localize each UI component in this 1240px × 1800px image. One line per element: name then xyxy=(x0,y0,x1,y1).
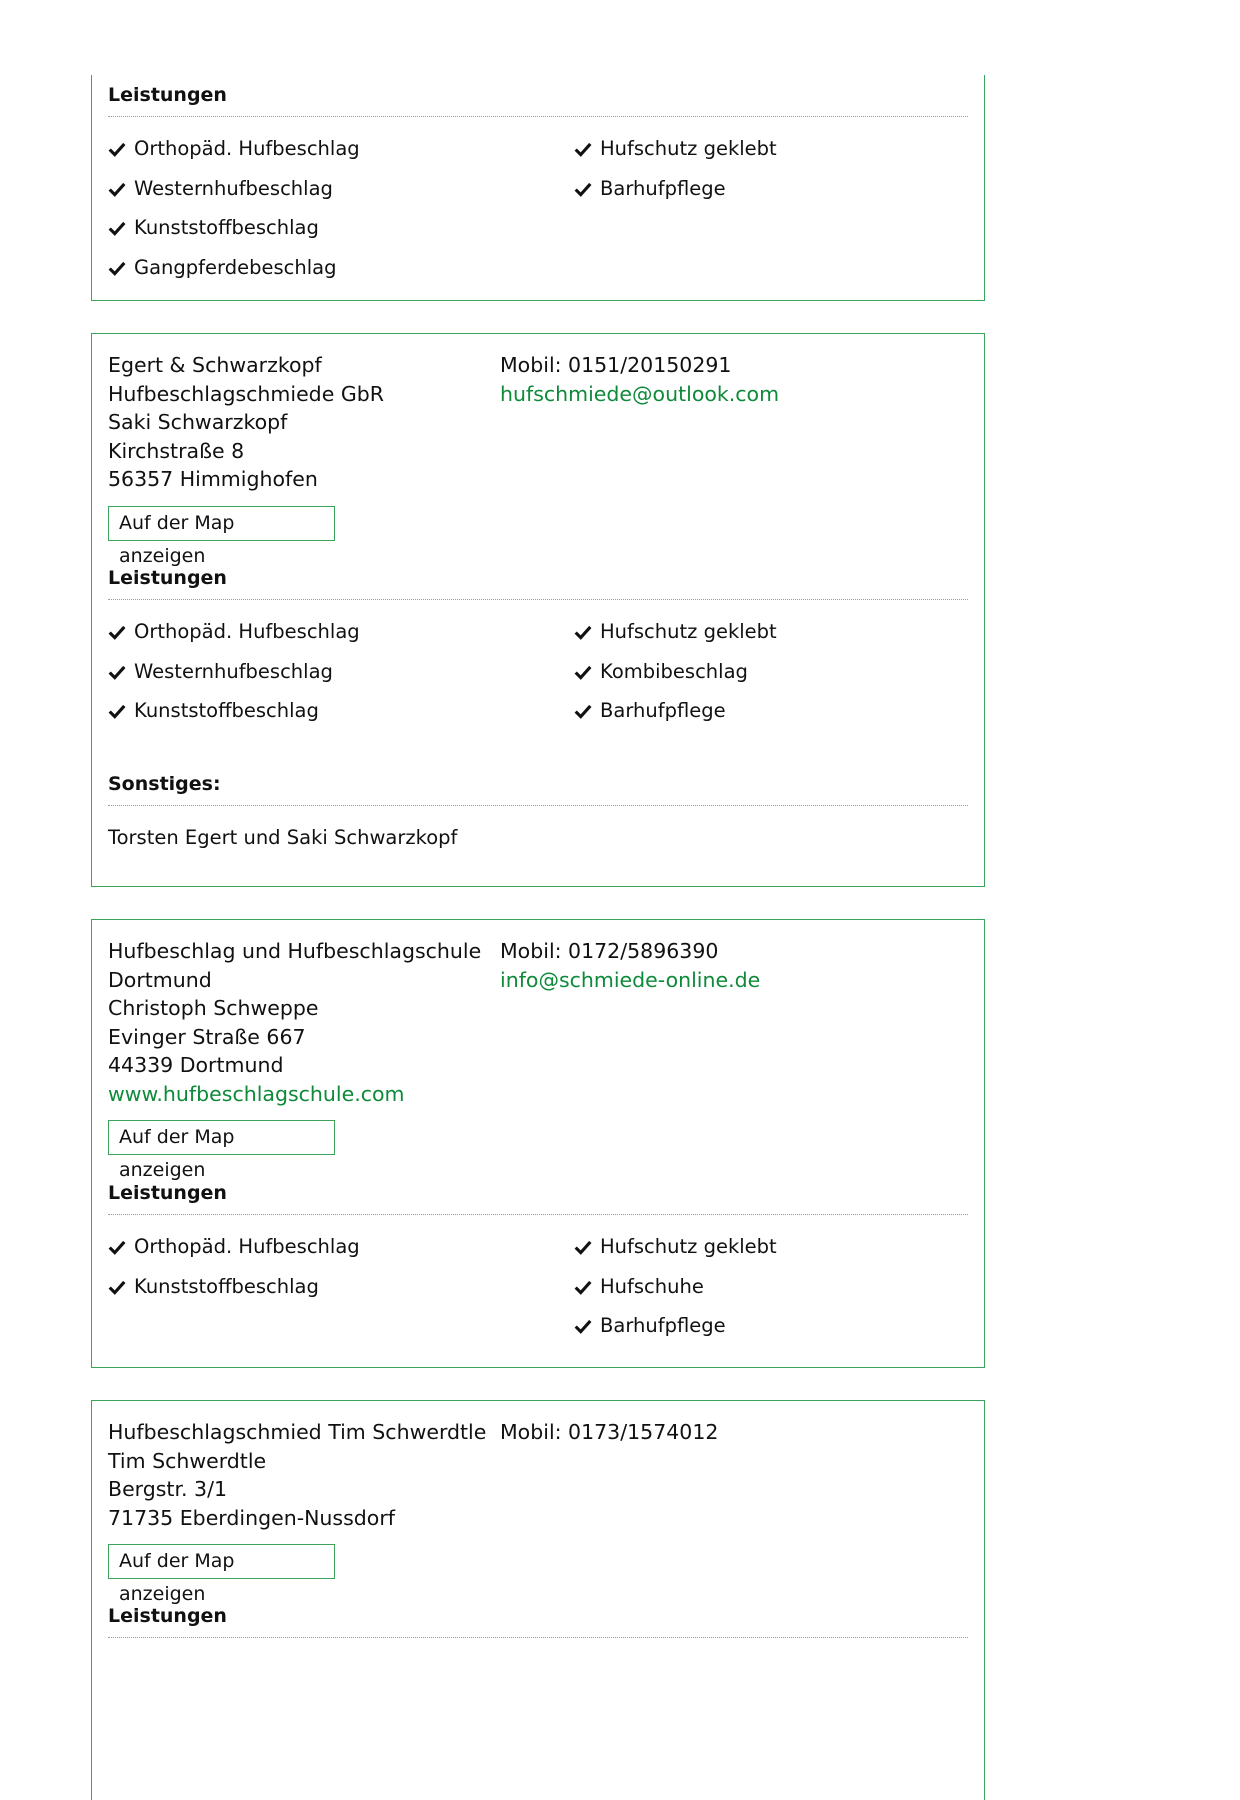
address-block xyxy=(108,351,488,494)
contact-person: Tim Schwerdtle xyxy=(108,1448,267,1473)
services-left-list xyxy=(108,1233,360,1312)
business-name: Egert & Schwarzkopf xyxy=(108,353,322,377)
service-item: Hufschutz geklebt xyxy=(574,135,777,175)
farrier-card xyxy=(91,919,985,1368)
services-title: Leistungen xyxy=(108,1182,968,1215)
address-block xyxy=(108,937,488,1108)
website-link[interactable]: www.hufbeschlagschule.com xyxy=(108,1081,405,1106)
services-right-list xyxy=(574,135,777,214)
service-item: Orthopäd. Hufbeschlag xyxy=(108,618,360,658)
farrier-card-partial xyxy=(91,1400,985,1800)
services-title: Leistungen xyxy=(108,84,968,117)
email-link[interactable]: hufschmiede@outlook.com xyxy=(500,381,780,406)
postal-city: 71735 Eberdingen-Nussdorf xyxy=(108,1505,395,1530)
service-item: Barhufpflege xyxy=(574,697,777,737)
service-item: Hufschutz geklebt xyxy=(574,618,777,658)
service-item: Hufschuhe xyxy=(574,1273,777,1313)
check-icon xyxy=(574,1317,592,1335)
postal-city: 56357 Himmighofen xyxy=(108,467,318,491)
service-item: Hufschutz geklebt xyxy=(574,1233,777,1273)
service-item: Westernhufbeschlag xyxy=(108,175,360,215)
check-icon xyxy=(108,702,126,720)
service-item: Westernhufbeschlag xyxy=(108,658,360,698)
business-name: Hufbeschlagschmied Tim Schwerdtle xyxy=(108,1420,487,1444)
street: Evinger Straße 667 xyxy=(108,1024,306,1049)
business-name: Hufbeschlag und Hufbeschlagschule xyxy=(108,939,482,963)
misc-title: Sonstiges: xyxy=(108,773,968,806)
services-title: Leistungen xyxy=(108,567,968,600)
services-left-list xyxy=(108,135,360,293)
farrier-card xyxy=(91,333,985,887)
street: Kirchstraße 8 xyxy=(108,438,245,463)
show-on-map-button[interactable]: Auf der Map anzeigen xyxy=(108,1120,335,1155)
service-item: Barhufpflege xyxy=(574,175,777,215)
check-icon xyxy=(574,702,592,720)
check-icon xyxy=(108,663,126,681)
check-icon xyxy=(108,140,126,158)
address-line: Dortmund xyxy=(108,967,212,992)
contact-person: Christoph Schweppe xyxy=(108,996,319,1020)
check-icon xyxy=(108,1278,126,1296)
check-icon xyxy=(574,623,592,641)
service-item: Barhufpflege xyxy=(574,1312,777,1352)
service-item: Kunststoffbeschlag xyxy=(108,697,360,737)
show-on-map-button[interactable]: Auf der Map anzeigen xyxy=(108,1544,335,1579)
phone-number: Mobil: 0173/1574012 xyxy=(500,1420,719,1444)
phone-number: Mobil: 0172/5896390 xyxy=(500,939,719,963)
farrier-card-partial xyxy=(91,75,985,301)
contact-block xyxy=(500,351,779,408)
check-icon xyxy=(108,259,126,277)
services-title: Leistungen xyxy=(108,1605,968,1638)
postal-city: 44339 Dortmund xyxy=(108,1053,284,1077)
check-icon xyxy=(574,1278,592,1296)
contact-block xyxy=(500,937,760,994)
check-icon xyxy=(574,663,592,681)
street: Bergstr. 3/1 xyxy=(108,1477,228,1501)
services-left-list xyxy=(108,618,360,737)
address-block xyxy=(108,1418,488,1532)
check-icon xyxy=(574,180,592,198)
misc-text: Torsten Egert und Saki Schwarzkopf xyxy=(108,826,458,849)
check-icon xyxy=(574,140,592,158)
check-icon xyxy=(108,219,126,237)
phone-number: Mobil: 0151/20150291 xyxy=(500,353,732,377)
check-icon xyxy=(108,180,126,198)
check-icon xyxy=(574,1238,592,1256)
contact-block xyxy=(500,1418,718,1447)
contact-person: Saki Schwarzkopf xyxy=(108,410,288,434)
service-item: Kunststoffbeschlag xyxy=(108,1273,360,1313)
email-link[interactable]: info@schmiede-online.de xyxy=(500,967,761,992)
service-item: Gangpferdebeschlag xyxy=(108,254,360,294)
show-on-map-button[interactable]: Auf der Map anzeigen xyxy=(108,506,335,541)
services-right-list xyxy=(574,618,777,737)
service-item: Kunststoffbeschlag xyxy=(108,214,360,254)
service-item: Orthopäd. Hufbeschlag xyxy=(108,135,360,175)
check-icon xyxy=(108,1238,126,1256)
services-right-list xyxy=(574,1233,777,1352)
service-item: Kombibeschlag xyxy=(574,658,777,698)
service-item: Orthopäd. Hufbeschlag xyxy=(108,1233,360,1273)
address-line: Hufbeschlagschmiede GbR xyxy=(108,381,384,406)
check-icon xyxy=(108,623,126,641)
